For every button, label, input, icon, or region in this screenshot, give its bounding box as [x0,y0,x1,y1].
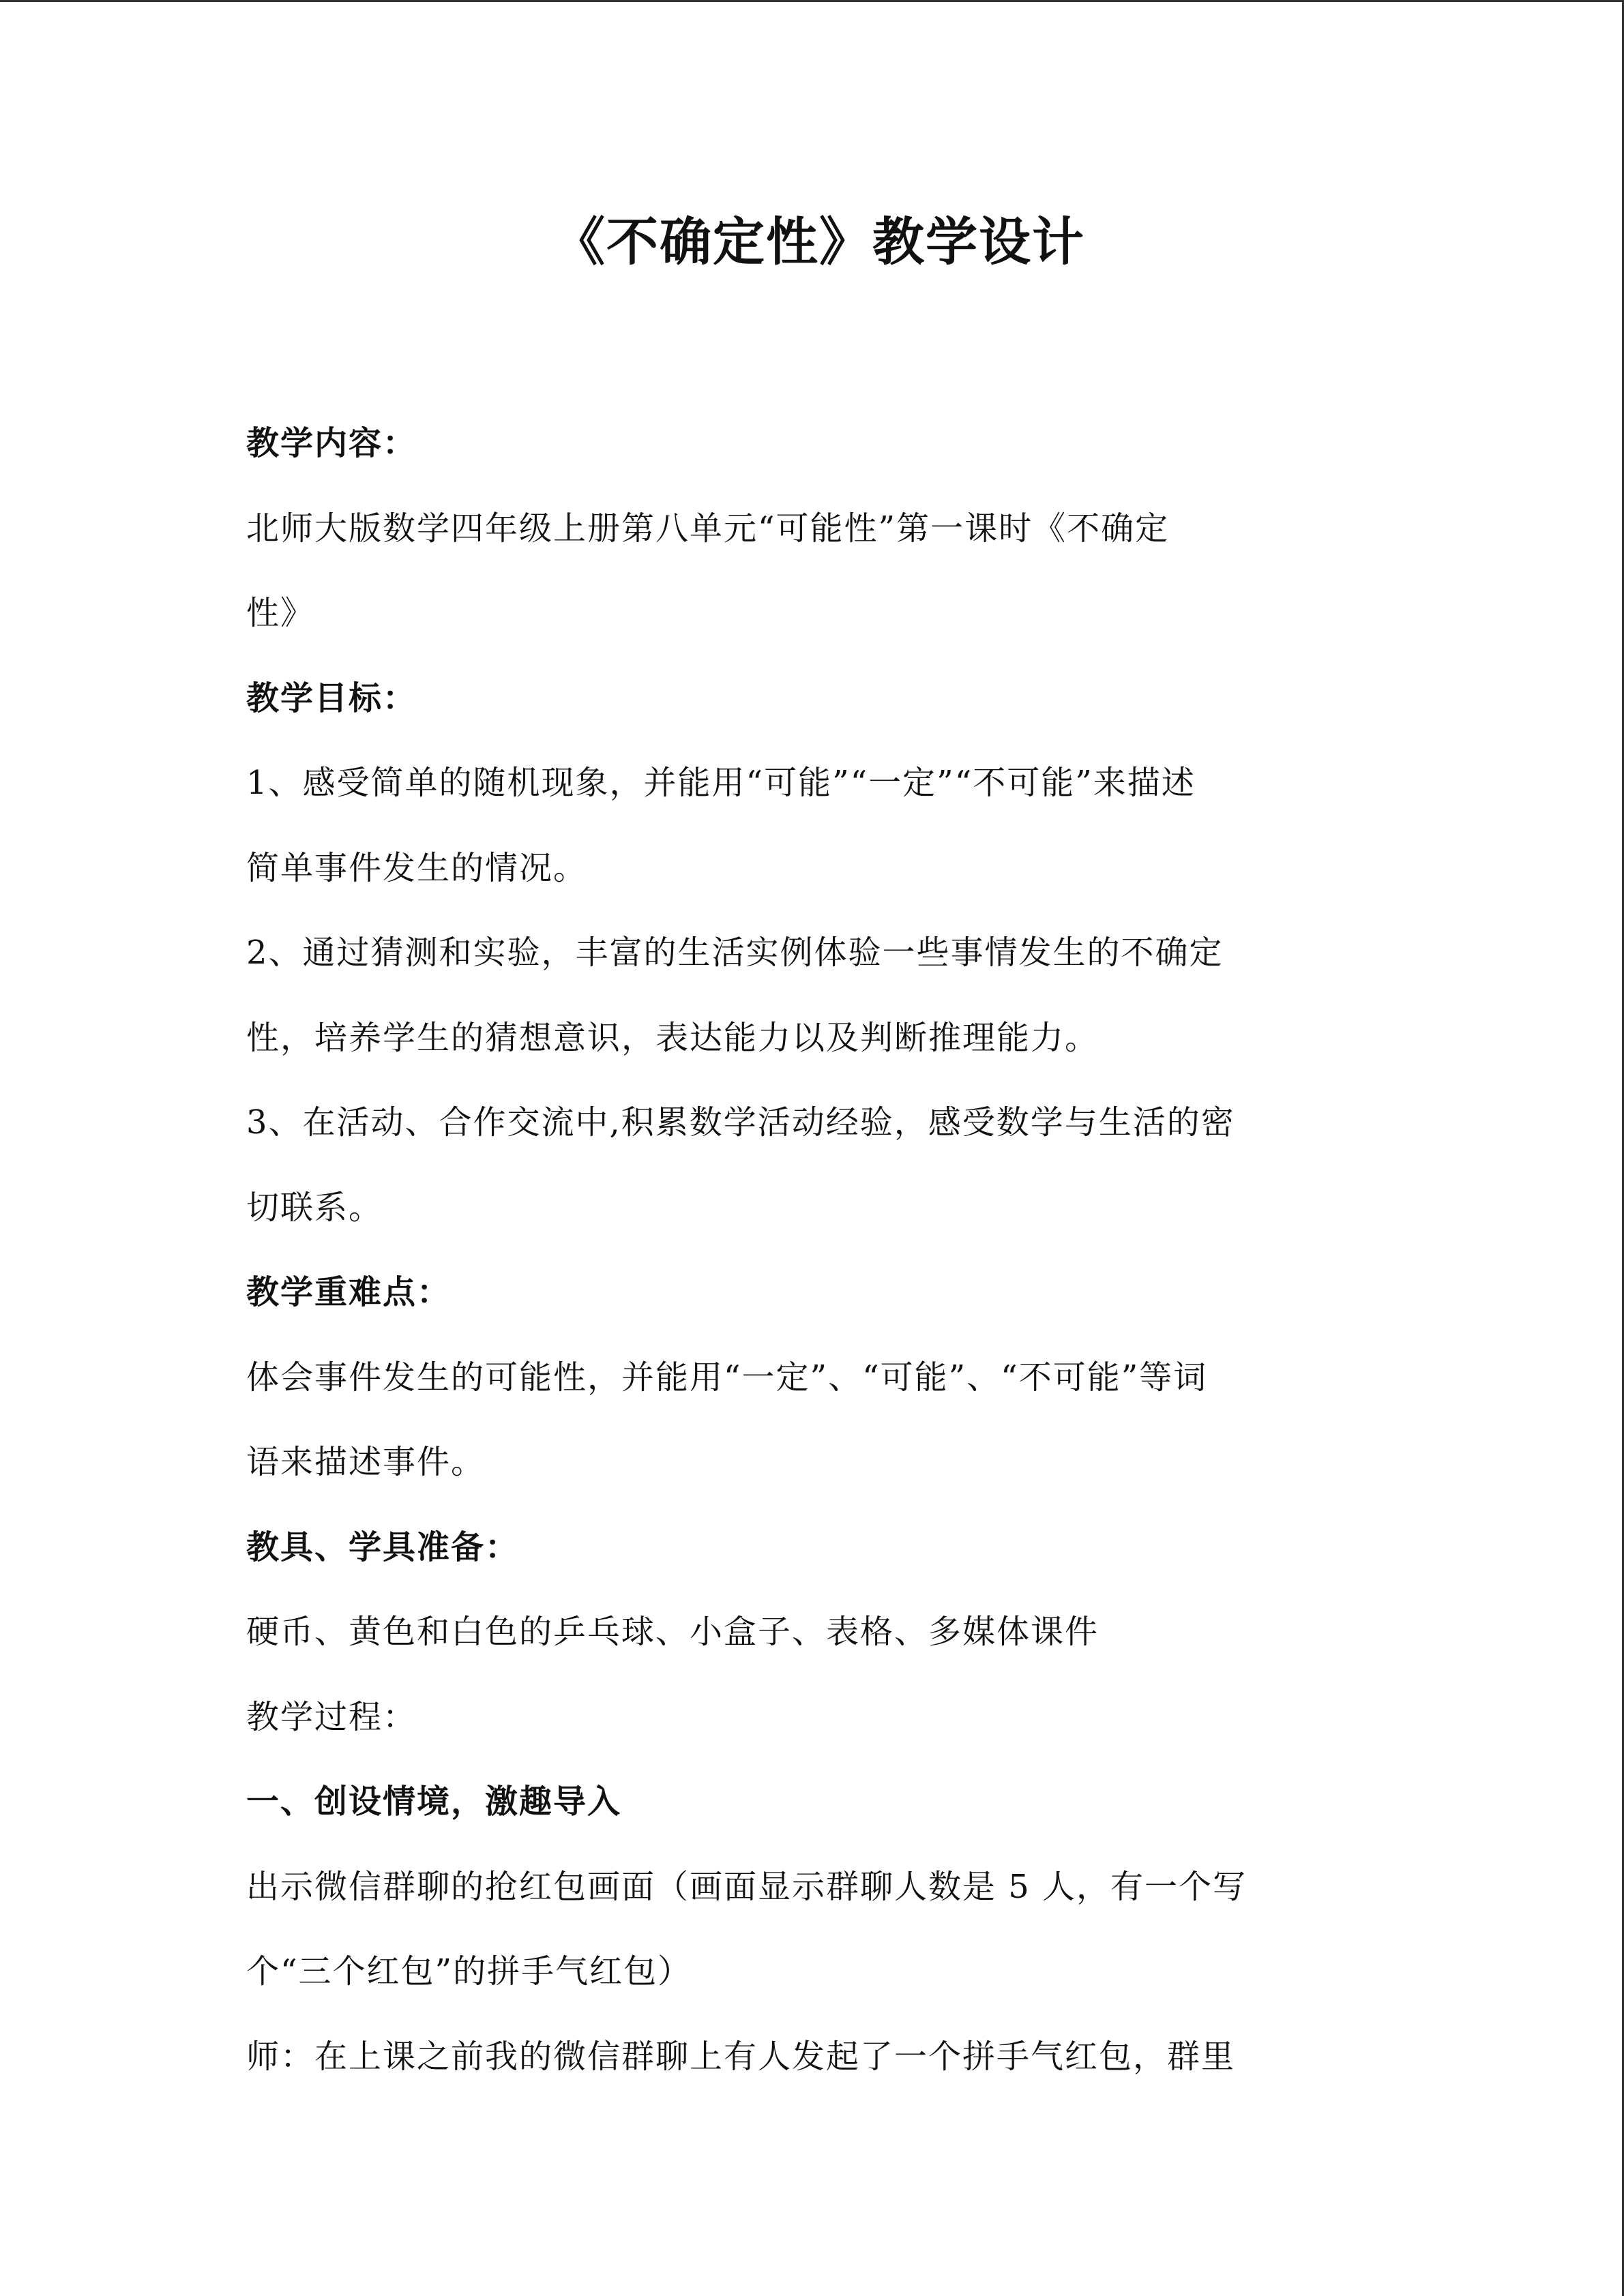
paragraph-line: 2、通过猜测和实验，丰富的生活实例体验一些事情发生的不确定 [246,934,1224,972]
paragraph-line: 性，培养学生的猜想意识，表达能力以及判断推理能力。 [246,1018,1099,1057]
paragraph-line: 个“三个红包”的拼手气红包） [246,1952,692,1991]
paragraph-line: 师：在上课之前我的微信群聊上有人发起了一个拼手气红包，群里 [246,2037,1236,2076]
paragraph-line: 教学过程： [246,1697,417,1736]
section-heading-part-one: 一、创设情境，激趣导入 [246,1783,622,1821]
paragraph-line: 出示微信群聊的抢红包画面（画面显示群聊人数是 5 人，有一个写 [246,1867,1247,1906]
paragraph-line: 切联系。 [246,1188,383,1227]
document-title: 《不确定性》教学设计 [553,211,1085,272]
paragraph-line: 体会事件发生的可能性，并能用“一定”、“可能”、“不可能”等词 [246,1358,1208,1397]
page-border-top [0,0,1624,2]
paragraph-line: 3、在活动、合作交流中,积累数学活动经验，感受数学与生活的密 [246,1103,1235,1142]
section-heading-key-points: 教学重难点： [246,1273,452,1311]
section-heading-materials: 教具、学具准备： [246,1527,520,1566]
paragraph-line: 硬币、黄色和白色的乒乓球、小盒子、表格、多媒体课件 [246,1613,1099,1651]
section-heading-content: 教学内容： [246,424,417,462]
paragraph-line: 1、感受简单的随机现象，并能用“可能”“一定”“不可能”来描述 [246,764,1196,802]
paragraph-line: 性》 [246,594,315,632]
document-body [246,401,1392,2099]
paragraph-line: 语来描述事件。 [246,1443,486,1481]
document-page [246,184,1392,2099]
section-heading-objectives: 教学目标： [246,679,417,717]
paragraph-line: 简单事件发生的情况。 [246,848,588,887]
paragraph-line: 北师大版数学四年级上册第八单元“可能性”第一课时《不确定 [246,509,1170,548]
